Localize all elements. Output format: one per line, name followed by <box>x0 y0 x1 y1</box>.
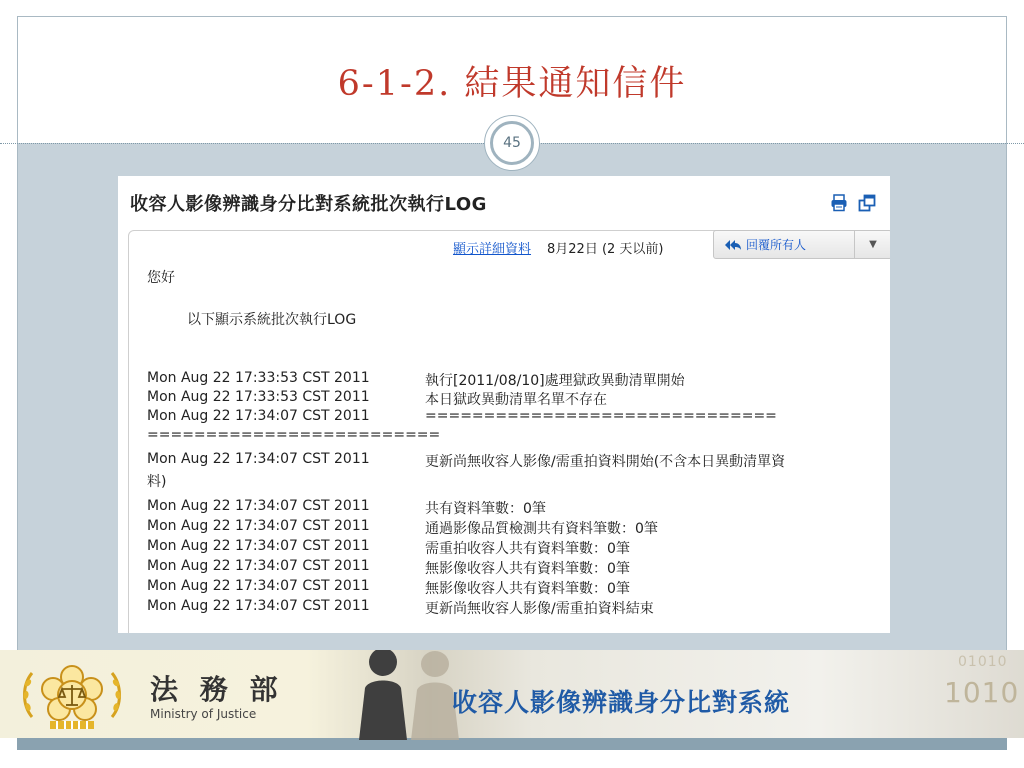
reply-all-icon <box>724 239 742 251</box>
log-time: Mon Aug 22 17:34:07 CST 2011 <box>147 538 370 554</box>
system-name: 收容人影像辨識身分比對系統 <box>452 688 791 717</box>
log-message: 需重拍收容人共有資料筆數：0筆 <box>425 541 630 557</box>
log-time: Mon Aug 22 17:34:07 CST 2011 <box>147 598 370 614</box>
email-intro: 以下顯示系統批次執行LOG <box>187 312 357 328</box>
log-time: Mon Aug 22 17:33:53 CST 2011 <box>147 370 370 386</box>
log-message-continuation: 料) <box>147 474 167 490</box>
page-number: 45 <box>490 121 534 165</box>
ministry-name: 法 務 部 <box>150 673 284 706</box>
reply-all-label: 回覆所有人 <box>746 238 807 252</box>
log-message: 通過影像品質檢測共有資料筆數：0筆 <box>425 521 658 537</box>
log-message: 共有資料筆數：0筆 <box>425 501 546 517</box>
email-subject: 收容人影像辨識身分比對系統批次執行LOG <box>130 194 487 215</box>
log-message: 執行[2011/08/10]處理獄政異動清單開始 <box>425 373 685 389</box>
log-separator: ========================= <box>147 427 441 443</box>
log-time: Mon Aug 22 17:34:07 CST 2011 <box>147 498 370 514</box>
log-message: 本日獄政異動清單名單不存在 <box>425 392 607 408</box>
chevron-down-icon: ▼ <box>869 239 877 250</box>
email-date: 8月22日 (2 天以前) <box>547 242 664 257</box>
email-message <box>118 176 890 633</box>
email-header-row <box>129 231 890 261</box>
show-details-link[interactable]: 顯示詳細資料 <box>453 242 532 257</box>
log-message: 無影像收容人共有資料筆數：0筆 <box>425 581 630 597</box>
reply-all-button[interactable] <box>713 230 855 259</box>
binary-decoration-large: 1010 <box>944 676 1020 709</box>
more-actions-button[interactable] <box>854 230 890 259</box>
log-time: Mon Aug 22 17:34:07 CST 2011 <box>147 558 370 574</box>
log-message: 無影像收容人共有資料筆數：0筆 <box>425 561 630 577</box>
open-in-new-window-icon[interactable] <box>858 194 876 212</box>
email-body <box>128 230 890 633</box>
log-message: ============================== <box>425 408 777 424</box>
banner-bottom-strip <box>17 738 1007 750</box>
log-message: 更新尚無收容人影像/需重拍資料開始(不含本日異動清單資 <box>425 454 786 470</box>
email-greeting: 您好 <box>147 270 175 286</box>
log-time: Mon Aug 22 17:34:07 CST 2011 <box>147 408 370 424</box>
log-time: Mon Aug 22 17:33:53 CST 2011 <box>147 389 370 405</box>
ministry-of-justice-emblem-icon <box>20 655 124 735</box>
print-icon[interactable] <box>830 194 848 212</box>
binary-decoration: 01010 <box>958 654 1008 670</box>
log-time: Mon Aug 22 17:34:07 CST 2011 <box>147 518 370 534</box>
slide-title: 6-1-2. 結果通知信件 <box>337 64 687 104</box>
log-time: Mon Aug 22 17:34:07 CST 2011 <box>147 578 370 594</box>
log-time: Mon Aug 22 17:34:07 CST 2011 <box>147 451 370 467</box>
ministry-name-english: Ministry of Justice <box>150 707 257 721</box>
log-message: 更新尚無收容人影像/需重拍資料結束 <box>425 601 654 617</box>
